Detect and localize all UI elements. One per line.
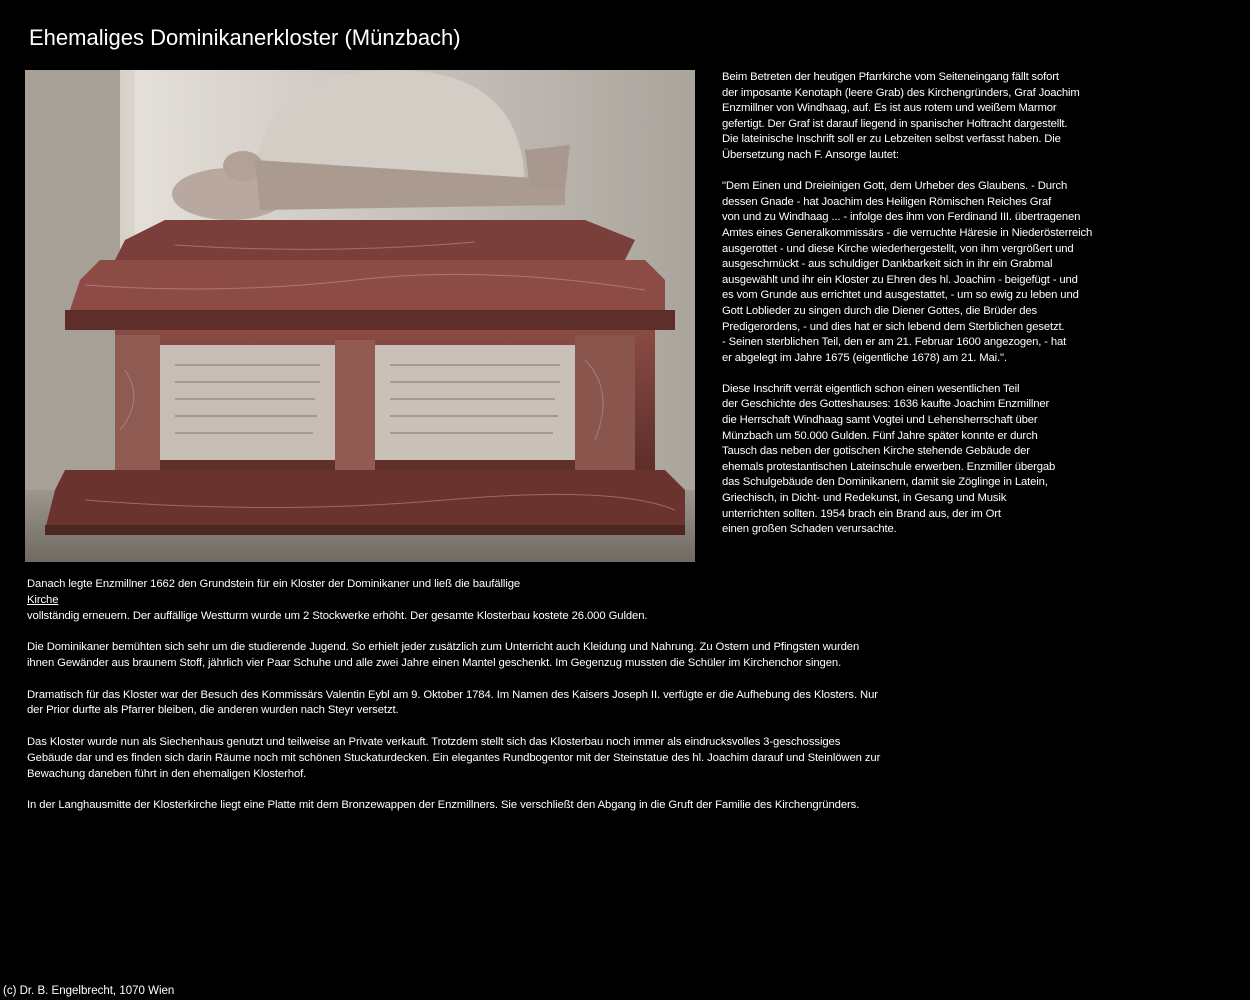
- inscription-translation: "Dem Einen und Dreieinigen Gott, dem Urheber des Glaubens. - Durch dessen Gnade - hat Joachim des Heiligen Römischen Reiches Graf von und zu Windhaag ... - infolge des ihm von Ferdinand III. übertragenen Amtes eines Generalkommissärs - die verruchte Häresie in Niederösterreich ausgerottet - und diese Kirche wiederhergestellt, von ihm vergrößert und ausgeschmückt - aus schuldiger Dankbarkeit sich in ihr ein Grabmal ausgewählt und ihr ein Kloster zu Ehren des hl. Joachim - beigefügt - und es vom Grunde aus errichtet und ausgestattet, - um so ewig zu leben und Gott Loblieder zu singen durch die Diener Gottes, die Brüder des Predigerordens, - und dies hat er sich lebend dem Sterblichen gesetzt. - Seinen sterblichen Teil, den er am 21. Februar 1600 angezogen, - hat er abgelegt im Jahre 1675 (eigentliche 1678) am 21. Mai.".: [722, 180, 1093, 364]
- copyright-footer: (c) Dr. B. Engelbrecht, 1070 Wien: [3, 985, 175, 997]
- kirche-link[interactable]: Kirche: [27, 593, 59, 606]
- paragraph-crypt: In der Langhausmitte der Klosterkirche liegt eine Platte mit dem Bronzewappen der Enzmillners. Sie verschließt den Abgang in die Gruft der Familie des Kirchengründers.: [27, 799, 860, 812]
- cenotaph-photo: [25, 70, 695, 562]
- side-text: [722, 70, 1152, 553]
- paragraph-foundation: [27, 577, 967, 624]
- paragraph-later-use: Das Kloster wurde nun als Siechenhaus genutzt und teilweise an Private verkauft. Trotzdem stellt sich das Klosterbau noch immer als eindrucksvolles 3-geschossiges Gebäude dar und es finden sich darin Räume noch mit schönen Stuckaturdecken. Ein elegantes Rundbogentor mit der Steinstatue des hl. Joachim darauf und Steinlöwen zur Bewachung daneben führt in den ehemaligen Klosterhof.: [27, 735, 881, 780]
- lower-text: [27, 577, 967, 830]
- history-paragraph: Diese Inschrift verrät eigentlich schon einen wesentlichen Teil der Geschichte des Gotteshauses: 1636 kaufte Joachim Enzmillner die Herrschaft Windhaag samt Vogtei und Lehensherrschaft über Münzbach um 50.000 Gulden. Fünf Jahre später konnte er durch Tausch das neben der gotischen Kirche stehende Gebäude der ehemals protestantischen Lateinschule erwerben. Enzmiller übergab das Schulgebäude den Dominikanern, damit sie Zöglinge in Latein, Griechisch, in Dicht- und Redekunst, in Gesang und Musik unterrichten sollten. 1954 brach ein Brand aus, der im Ort einen großen Schaden verursachte.: [722, 382, 1056, 536]
- page-title: Ehemaliges Dominikanerkloster (Münzbach): [29, 25, 461, 50]
- intro-paragraph: Beim Betreten der heutigen Pfarrkirche vom Seiteneingang fällt sofort der imposante Kenotaph (leere Grab) des Kirchengründers, Graf Joachim Enzmillner von Windhaag, auf. Es ist aus rotem und weißem Marmor gefertigt. Der Graf ist darauf liegend in spanischer Hoftracht dargestellt. Die lateinische Inschrift soll er zu Lebzeiten selbst verfasst haben. Die Übersetzung nach F. Ansorge lautet:: [722, 71, 1080, 161]
- paragraph-foundation-end: vollständig erneuern. Der auffällige Westturm wurde um 2 Stockwerke erhöht. Der gesamte Klosterbau kostete 26.000 Gulden.: [27, 609, 648, 622]
- paragraph-dissolution: Dramatisch für das Kloster war der Besuch des Kommissärs Valentin Eybl am 9. Oktober 1784. Im Namen des Kaisers Joseph II. verfügte er die Aufhebung des Klosters. Nur der Prior durfte als Pfarrer bleiben, die anderen wurden nach Steyr versetzt.: [27, 688, 878, 717]
- paragraph-foundation-start: Danach legte Enzmillner 1662 den Grundstein für ein Kloster der Dominikaner und ließ die baufällige: [27, 578, 521, 590]
- paragraph-education: Die Dominikaner bemühten sich sehr um die studierende Jugend. So erhielt jeder zusätzlich zum Unterricht auch Kleidung und Nahrung. Zu Ostern und Pfingsten wurden ihnen Gewänder aus braunem Stoff, jährlich vier Paar Schuhe und alle zwei Jahre einen Mantel geschenkt. Im Gegenzug mussten die Schüler im Kirchenchor singen.: [27, 641, 860, 669]
